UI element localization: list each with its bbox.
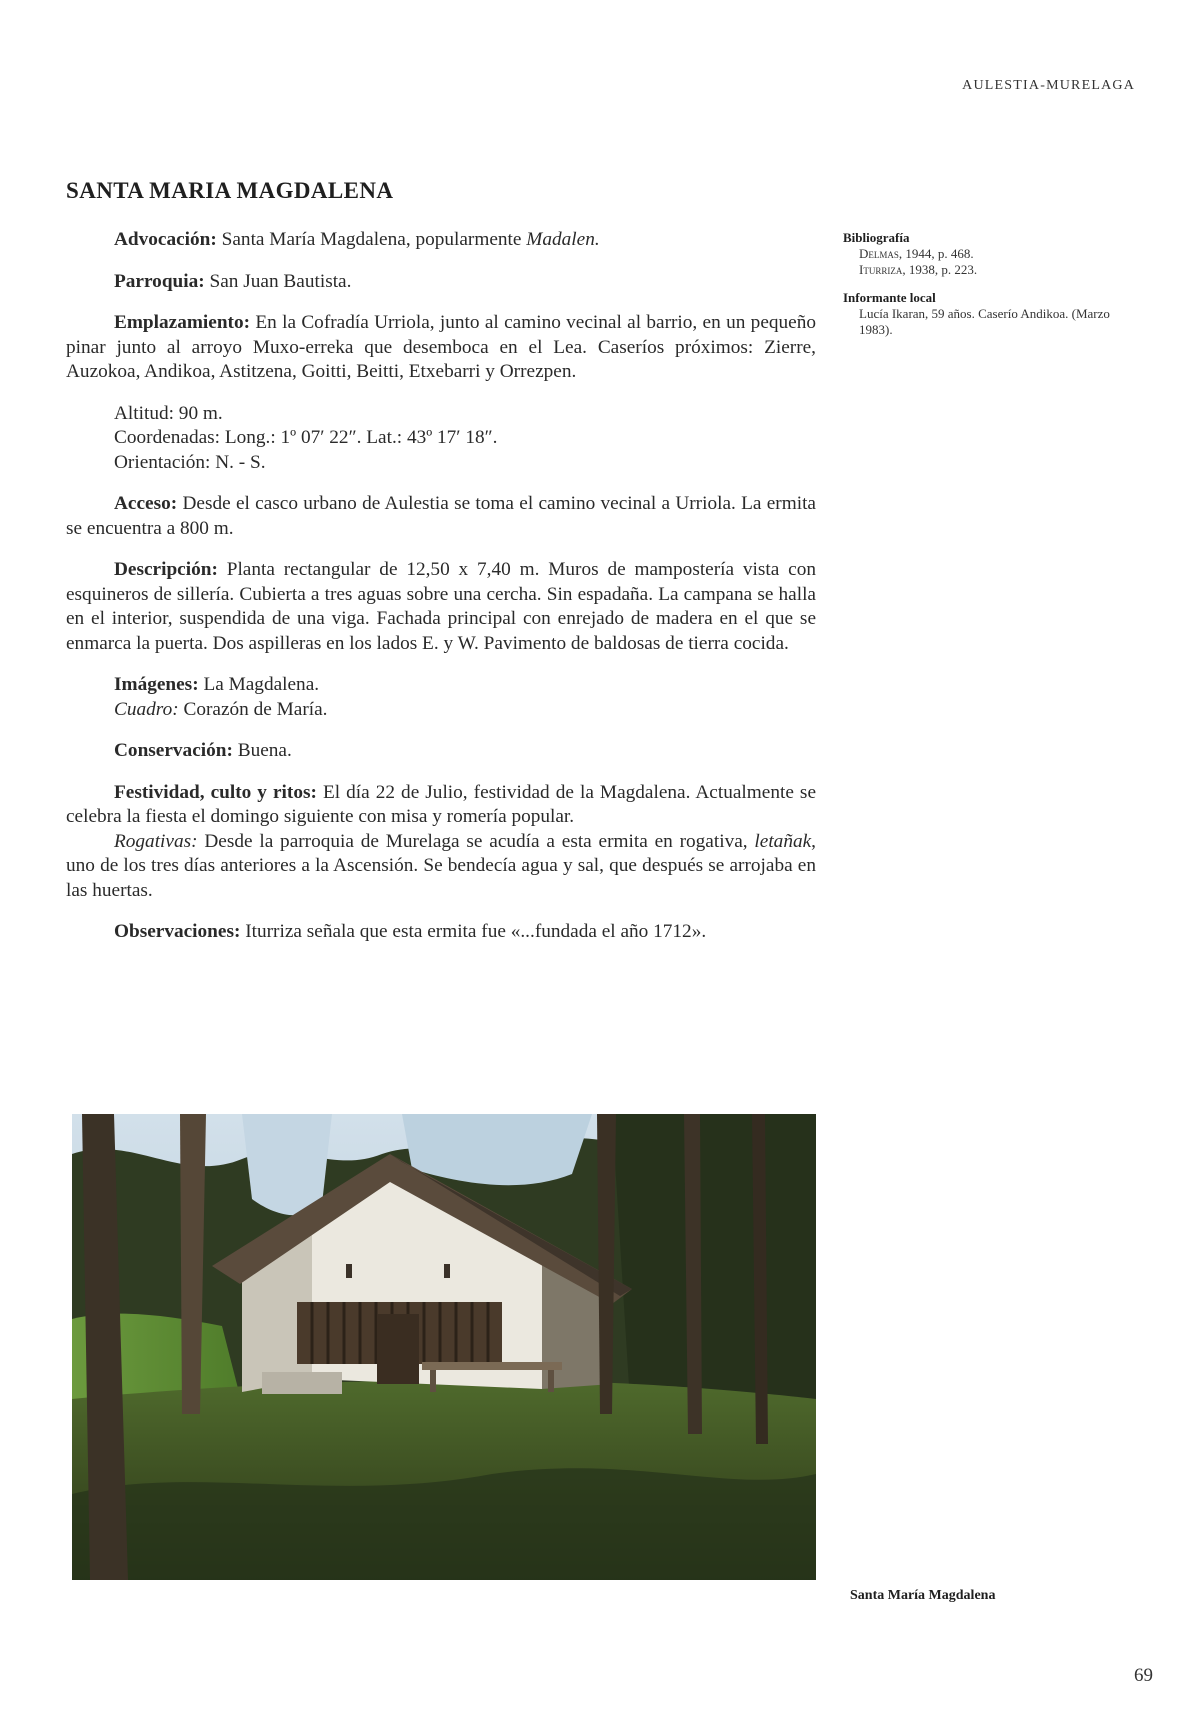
- observaciones-text: Iturriza señala que esta ermita fue «...fundada el año 1712».: [240, 921, 707, 942]
- emplazamiento-paragraph: [66, 311, 816, 385]
- photo-caption: Santa María Magdalena: [850, 1588, 996, 1603]
- descripcion-paragraph: [66, 558, 816, 656]
- festividad-label: Festividad, culto y ritos:: [114, 781, 317, 803]
- rogativas-label: Rogativas:: [114, 830, 198, 852]
- informante-entry: Lucía Ikaran, 59 años. Caserío Andikoa. (Marzo 1983).: [859, 306, 1110, 337]
- main-text: [66, 228, 816, 962]
- observaciones-paragraph: [66, 920, 816, 945]
- orientacion-line: Orientación: N. - S.: [114, 451, 266, 473]
- acceso-paragraph: [66, 492, 816, 541]
- conservacion-text: Buena.: [232, 740, 292, 761]
- cuadro-paragraph: [66, 698, 816, 723]
- emplazamiento-label: Emplazamiento:: [114, 312, 251, 333]
- rogativas-text-b: , uno de los tres días anteriores a la Ascensión. Se bendecía agua y sal, que después se arrojaba en las huertas.: [66, 830, 816, 901]
- descripcion-text: Planta rectangular de 12,50 x 7,40 m. Muros de mampostería vista con esquineros de sillería. Cubierta a tres aguas sobre una cercha. Sin espadaña. La campana se halla en el interior, suspendida de una viga. Fachada principal con enrejado de madera en el que se enmarca la puerta. Dos aspilleras en los lados E. y W. Pavimento de baldosas de tierra cocida.: [66, 559, 816, 654]
- sidebar: [843, 230, 1143, 350]
- bibliografia-section: [843, 230, 1143, 278]
- acceso-text: Desde el casco urbano de Aulestia se toma el camino vecinal a Urriola. La ermita se encuentra a 800 m.: [66, 493, 816, 539]
- loophole-window: [346, 1264, 352, 1278]
- advocacion-italic: Madalen.: [526, 229, 600, 250]
- festividad-text: El día 22 de Julio, festividad de la Magdalena. Actualmente se celebra la fiesta el domingo siguiente con misa y romería popular.: [66, 781, 816, 827]
- rogativas-paragraph: [66, 830, 816, 904]
- bench: [422, 1362, 562, 1370]
- festividad-paragraph: [66, 781, 816, 830]
- cuadro-text: Corazón de María.: [178, 698, 328, 720]
- bib-author: Delmas: [859, 246, 899, 261]
- rogativas-text-a: Desde la parroquia de Murelaga se acudía a esta ermita en rogativa,: [197, 830, 755, 852]
- running-head: AULESTIA-MURELAGA: [962, 78, 1135, 93]
- coordenadas-line: Coordenadas: Long.: 1º 07′ 22″. Lat.: 43º 17′ 18″.: [114, 427, 498, 448]
- descripcion-label: Descripción:: [114, 559, 218, 580]
- conservacion-paragraph: [66, 739, 816, 764]
- parroquia-paragraph: [66, 270, 816, 295]
- loophole-window: [444, 1264, 450, 1278]
- page-number: 69: [1134, 1665, 1153, 1686]
- imagenes-text: La Magdalena.: [198, 674, 320, 695]
- informante-heading: Informante local: [843, 290, 936, 305]
- bibliografia-entry: [843, 246, 1143, 262]
- imagenes-label: Imágenes:: [114, 674, 199, 695]
- parroquia-label: Parroquia:: [114, 270, 205, 292]
- ground-shadow: [72, 1468, 816, 1580]
- cuadro-label: Cuadro:: [114, 698, 179, 720]
- rogativas-italic: letañak: [754, 830, 812, 852]
- stone-steps: [262, 1372, 342, 1394]
- conservacion-label: Conservación:: [114, 740, 233, 761]
- bibliografia-heading: Bibliografía: [843, 230, 910, 245]
- informante-section: [843, 290, 1143, 338]
- altitud-line: Altitud: 90 m.: [114, 402, 223, 424]
- hermitage-door: [377, 1314, 419, 1384]
- hermitage-photo: [72, 1114, 816, 1580]
- acceso-label: Acceso:: [114, 493, 178, 514]
- parroquia-text: San Juan Bautista.: [204, 270, 352, 292]
- hermitage-photo-illustration: [72, 1114, 816, 1580]
- page-title: SANTA MARIA MAGDALENA: [66, 178, 394, 203]
- bench-leg: [548, 1370, 554, 1392]
- bib-reference: , 1938, p. 223.: [902, 262, 978, 277]
- bib-author: Iturriza: [859, 262, 903, 277]
- bibliografia-entry: [843, 262, 1143, 278]
- advocacion-text: Santa María Magdalena, popularmente: [216, 229, 527, 250]
- imagenes-paragraph: [66, 673, 816, 698]
- emplazamiento-text: En la Cofradía Urriola, junto al camino vecinal al barrio, en un pequeño pinar junto al arroyo Muxo-erreka que desemboca en el Lea. Caseríos próximos: Zierre, Auzokoa, Andikoa, Astitzena, Goitti, Beitti, Etxebarri y Orrezpen.: [66, 312, 816, 382]
- bench-leg: [430, 1370, 436, 1392]
- advocacion-paragraph: [66, 228, 816, 253]
- advocacion-label: Advocación:: [114, 229, 217, 250]
- bib-reference: , 1944, p. 468.: [898, 246, 974, 261]
- observaciones-label: Observaciones:: [114, 921, 241, 942]
